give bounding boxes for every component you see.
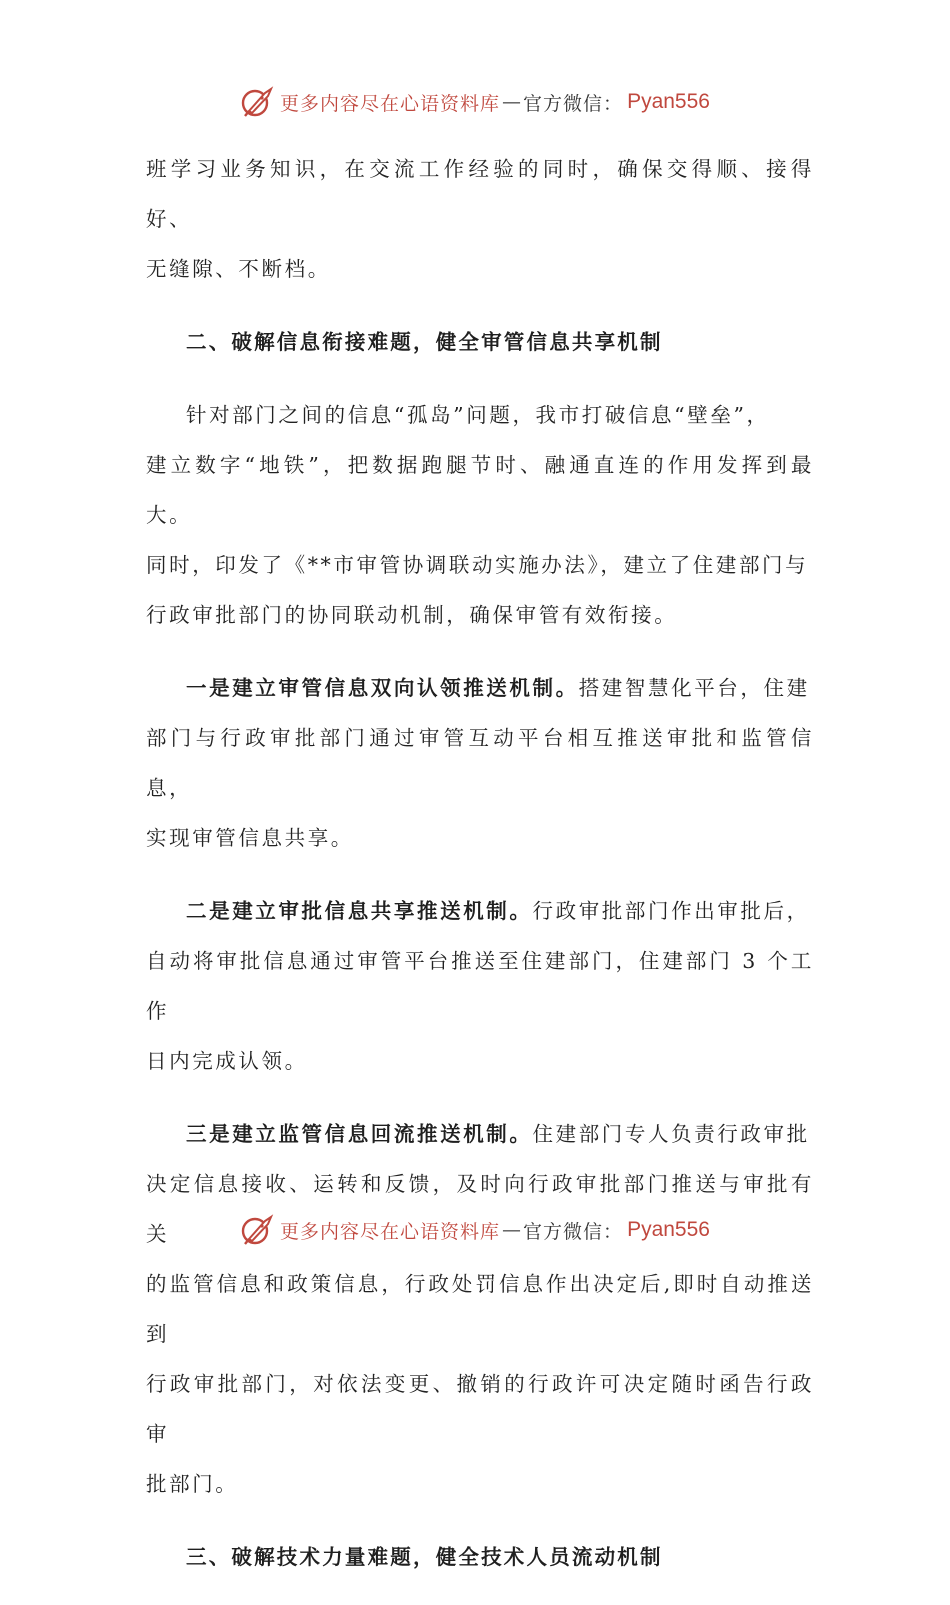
list-item-3 [146, 1109, 814, 1509]
paragraph-intro: 针对部门之间的信息“孤岛”问题，我市打破信息“壁垒”， 建立数字“地铁”，把数据跑腿节时、融通直连的作用发挥到最大。 同时，印发了《**市审管协调联动实施办法》，建立了住建部门与 行政审批部门的协同联动机制，确保审管有效衔接。 [146, 403, 814, 627]
document-body [146, 144, 814, 1605]
item-1-text: 搭建智慧化平台，住建 部门与行政审批部门通过审管互动平台相互推送审批和监管信息， 实现审管信息共享。 [146, 676, 814, 850]
banner-separator: — [502, 1219, 522, 1241]
item-3-text: 住建部门专人负责行政审批 决定信息接收、运转和反馈，及时向行政审批部门推送与审批有关 的监管信息和政策信息，行政处罚信息作出决定后,即时自动推送到 行政审批部门，对依法变更、撤销的行政许可决定随时函告行政审 批部门。 [146, 1122, 814, 1496]
item-2-text: 行政审批部门作出审批后， 自动将审批信息通过审管平台推送至住建部门，住建部门 3 个工作 日内完成认领。 [146, 899, 814, 1073]
item-3-lead: 三是建立监管信息回流推送机制。 [186, 1122, 533, 1146]
contact-label: 官方微信： [523, 92, 624, 115]
list-item-2 [146, 886, 814, 1086]
section-heading-2: 二、破解信息衔接难题，健全审管信息共享机制 [186, 330, 663, 354]
footer-banner [0, 1208, 950, 1252]
banner-separator: — [502, 91, 522, 113]
paragraph-continuation: 班学习业务知识，在交流工作经验的同时，确保交得顺、接得好、 无缝隙、不断档。 [146, 157, 814, 281]
section-heading-3: 三、破解技术力量难题，健全技术人员流动机制 [186, 1545, 663, 1569]
list-item-1 [146, 663, 814, 863]
header-banner [0, 80, 950, 124]
contact-value: Pyan556 [627, 1218, 710, 1241]
contact-label: 官方微信： [523, 1220, 624, 1243]
contact-value: Pyan556 [627, 90, 710, 113]
pen-nib-circle-icon [240, 84, 276, 120]
brand-name: 更多内容尽在心语资料库 [280, 92, 501, 115]
item-1-lead: 一是建立审管信息双向认领推送机制。 [186, 676, 579, 700]
item-2-lead: 二是建立审批信息共享推送机制。 [186, 899, 533, 923]
pen-nib-circle-icon [240, 1212, 276, 1248]
brand-name: 更多内容尽在心语资料库 [280, 1220, 501, 1243]
